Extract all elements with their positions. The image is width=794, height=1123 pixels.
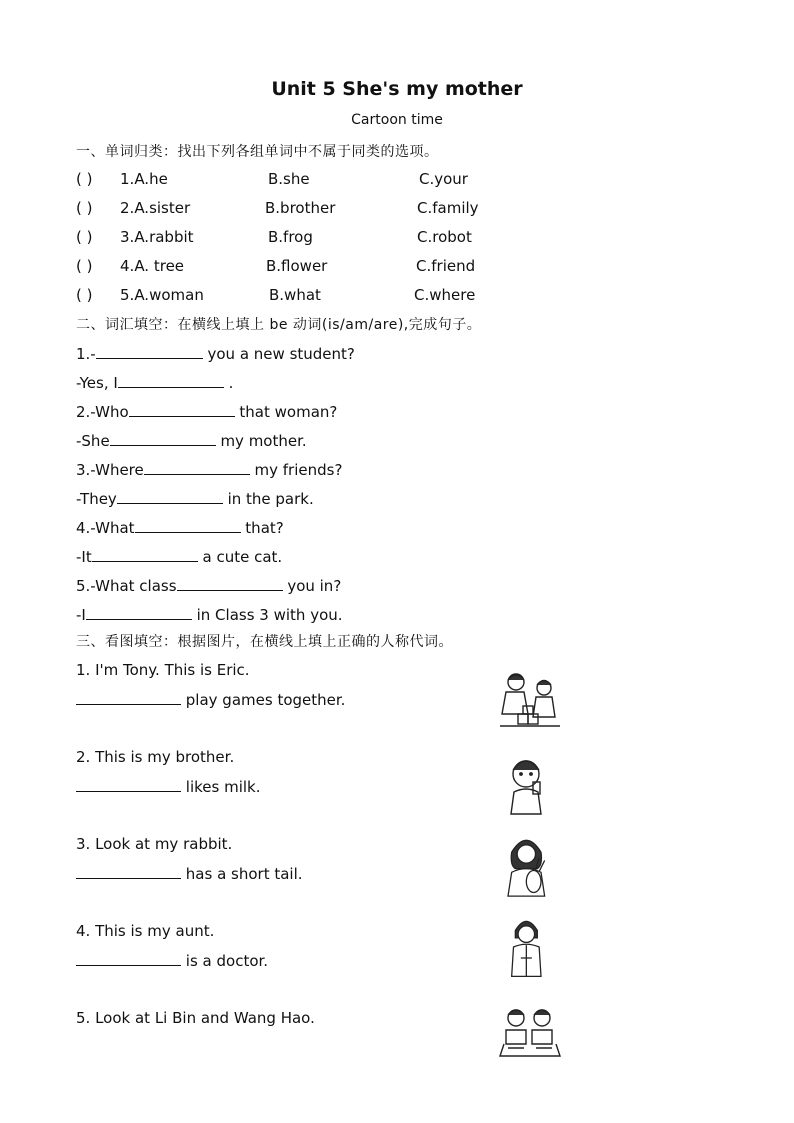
answer-paren[interactable]: ( ): [76, 228, 93, 246]
picture-prompt: 2. This is my brother.: [76, 748, 235, 766]
fill-sentence: -Yes, I .: [76, 374, 234, 392]
page-subtitle: Cartoon time: [351, 112, 443, 128]
question-option-c: C.friend: [416, 257, 476, 275]
question-option-b: B.what: [269, 286, 321, 304]
boys-playing-blocks-illustration: [496, 668, 564, 734]
answer-paren[interactable]: ( ): [76, 257, 93, 275]
question-option-c: C.robot: [417, 228, 472, 246]
picture-prompt: 4. This is my aunt.: [76, 922, 215, 940]
girl-holding-rabbit-illustration: [496, 832, 564, 898]
fill-sentence: -I in Class 3 with you.: [76, 606, 343, 624]
fill-sentence: 3.-Where my friends?: [76, 461, 343, 479]
question-option-a: 5.A.woman: [120, 286, 204, 304]
woman-doctor-illustration: [496, 914, 564, 980]
part1-heading: 一、单词归类：找出下列各组单词中不属于同类的选项。: [76, 144, 439, 160]
question-option-a: 1.A.he: [120, 170, 168, 188]
picture-answer-line: has a short tail.: [76, 864, 303, 883]
question-option-b: B.flower: [266, 257, 328, 275]
part3-heading: 三、看图填空：根据图片，在横线上填上正确的人称代词。: [76, 634, 453, 650]
boy-drinking-milk-illustration: [496, 752, 564, 818]
fill-sentence: 4.-What that?: [76, 519, 284, 537]
question-option-c: C.family: [417, 199, 479, 217]
answer-blank[interactable]: [92, 547, 198, 562]
picture-answer-line: is a doctor.: [76, 951, 268, 970]
answer-blank[interactable]: [144, 460, 250, 475]
answer-blank[interactable]: [86, 605, 192, 620]
answer-paren[interactable]: ( ): [76, 170, 93, 188]
answer-blank[interactable]: [76, 690, 181, 705]
boys-reading-illustration: [496, 1000, 564, 1066]
fill-sentence: -She my mother.: [76, 432, 307, 450]
fill-sentence: -It a cute cat.: [76, 548, 283, 566]
question-option-a: 3.A.rabbit: [120, 228, 194, 246]
picture-answer-line: likes milk.: [76, 777, 260, 796]
part2-heading: 二、词汇填空：在横线上填上 be 动词(is/am/are),完成句子。: [76, 317, 482, 333]
fill-sentence: 2.-Who that woman?: [76, 403, 338, 421]
question-option-c: C.where: [414, 286, 476, 304]
answer-blank[interactable]: [129, 402, 235, 417]
page-title: Unit 5 She's my mother: [271, 78, 523, 100]
answer-blank[interactable]: [117, 489, 223, 504]
question-option-a: 4.A. tree: [120, 257, 185, 275]
answer-blank[interactable]: [135, 518, 241, 533]
question-option-a: 2.A.sister: [120, 199, 191, 217]
question-option-b: B.frog: [268, 228, 313, 246]
answer-paren[interactable]: ( ): [76, 286, 93, 304]
answer-blank[interactable]: [76, 777, 181, 792]
question-option-c: C.your: [419, 170, 468, 188]
answer-blank[interactable]: [177, 576, 283, 591]
answer-blank[interactable]: [96, 344, 203, 359]
fill-sentence: 1.- you a new student?: [76, 345, 355, 363]
question-option-b: B.she: [268, 170, 310, 188]
picture-prompt: 3. Look at my rabbit.: [76, 835, 233, 853]
answer-blank[interactable]: [110, 431, 216, 446]
picture-answer-line: play games together.: [76, 690, 345, 709]
answer-blank[interactable]: [76, 864, 181, 879]
question-option-b: B.brother: [265, 199, 336, 217]
fill-sentence: 5.-What class you in?: [76, 577, 342, 595]
picture-prompt: 1. I'm Tony. This is Eric.: [76, 661, 250, 679]
fill-sentence: -They in the park.: [76, 490, 314, 508]
picture-prompt: 5. Look at Li Bin and Wang Hao.: [76, 1009, 315, 1027]
answer-blank[interactable]: [76, 951, 181, 966]
answer-paren[interactable]: ( ): [76, 199, 93, 217]
answer-blank[interactable]: [118, 373, 224, 388]
